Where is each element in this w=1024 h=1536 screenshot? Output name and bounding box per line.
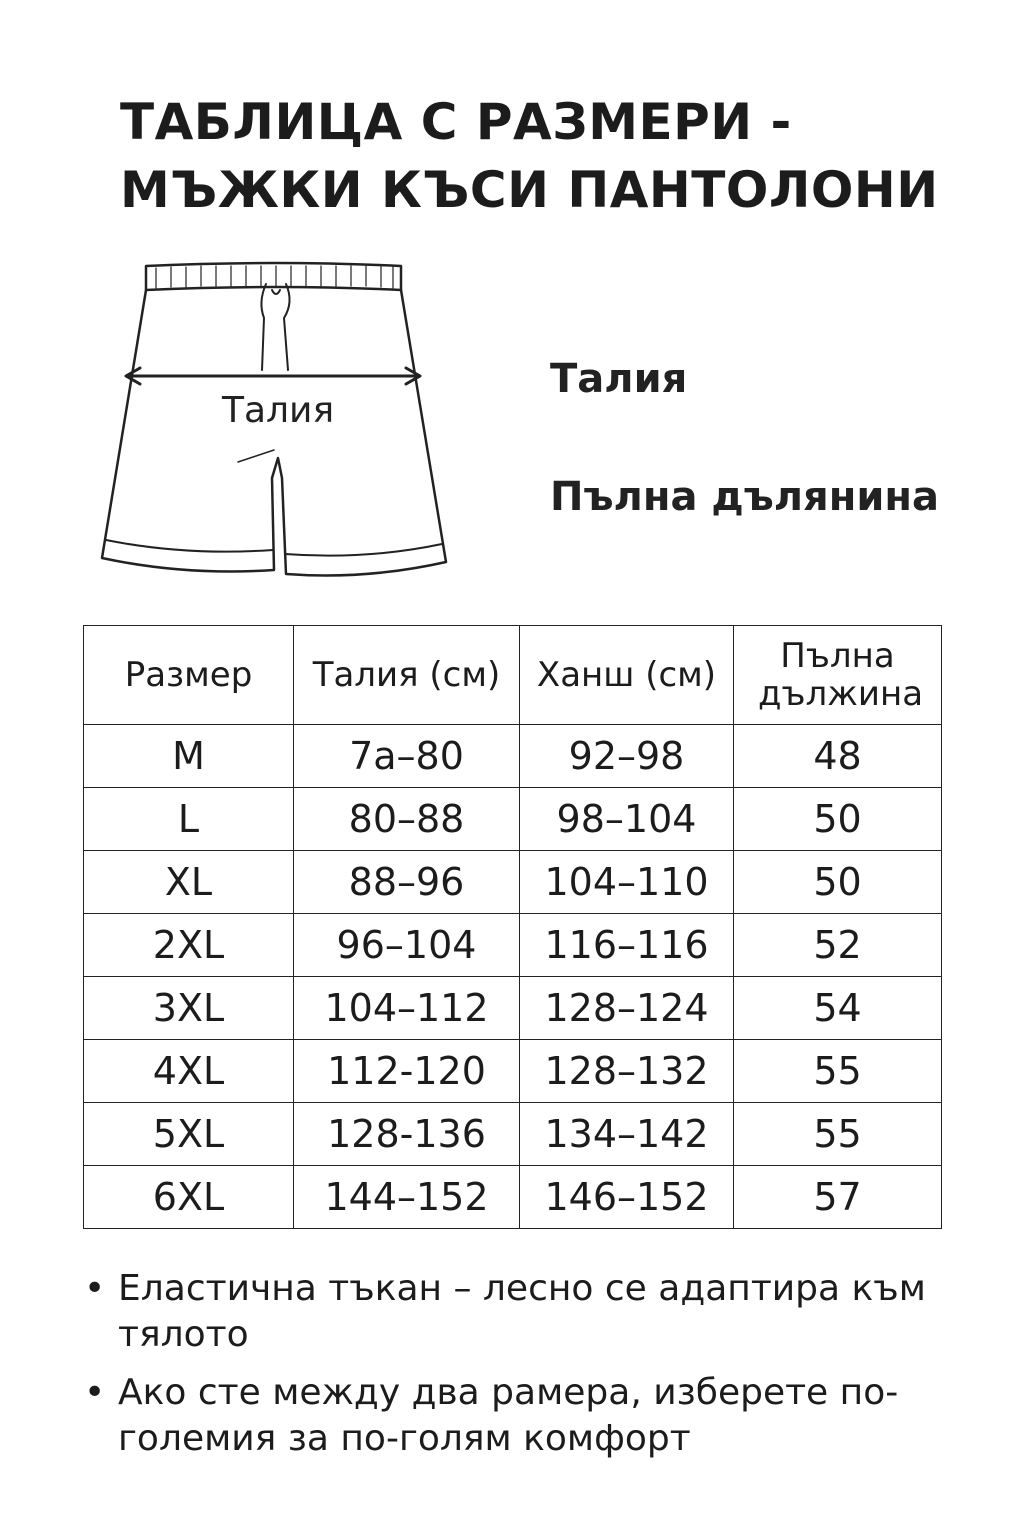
- cell-waist: 104–112: [294, 977, 520, 1040]
- cell-size: 4XL: [84, 1040, 294, 1103]
- cell-length: 55: [734, 1040, 942, 1103]
- note-item: [84, 1370, 964, 1462]
- cell-waist: 128-136: [294, 1103, 520, 1166]
- cell-hips: 134–142: [520, 1103, 734, 1166]
- cell-size: L: [84, 788, 294, 851]
- diagram-waist-label: Талия: [222, 390, 335, 431]
- cell-waist: 144–152: [294, 1166, 520, 1229]
- header-hips: Ханш (см): [520, 626, 734, 725]
- note-text: Еластична тъкан – лесно се адаптира към тялото: [118, 1268, 926, 1355]
- page-title: [120, 88, 1000, 224]
- bullet-icon: •: [84, 1372, 106, 1413]
- cell-hips: 128–124: [520, 977, 734, 1040]
- size-table: [83, 625, 942, 1229]
- cell-length: 55: [734, 1103, 942, 1166]
- cell-length: 48: [734, 725, 942, 788]
- cell-hips: 116–116: [520, 914, 734, 977]
- cell-hips: 92–98: [520, 725, 734, 788]
- title-line-2: МЪЖКИ КЪСИ ПАНТОЛОНИ: [120, 161, 939, 219]
- cell-waist: 7а–80: [294, 725, 520, 788]
- cell-length: 50: [734, 788, 942, 851]
- cell-size: 6XL: [84, 1166, 294, 1229]
- notes-list: [84, 1266, 964, 1474]
- cell-size: M: [84, 725, 294, 788]
- header-size: Размер: [84, 626, 294, 725]
- waistband-outline: [146, 263, 401, 290]
- table-row: [84, 914, 942, 977]
- table-row: [84, 1040, 942, 1103]
- cell-waist: 112-120: [294, 1040, 520, 1103]
- table-row: [84, 977, 942, 1040]
- cell-size: 3XL: [84, 977, 294, 1040]
- cell-length: 50: [734, 851, 942, 914]
- table-row: [84, 1166, 942, 1229]
- cell-waist: 96–104: [294, 914, 520, 977]
- cell-hips: 104–110: [520, 851, 734, 914]
- cell-size: 5XL: [84, 1103, 294, 1166]
- cell-waist: 80–88: [294, 788, 520, 851]
- cell-length: 52: [734, 914, 942, 977]
- note-text: Ако сте между два рамера, изберете по-големия за по-голям комфорт: [118, 1372, 899, 1459]
- cell-hips: 128–132: [520, 1040, 734, 1103]
- cell-hips: 98–104: [520, 788, 734, 851]
- cell-size: 2XL: [84, 914, 294, 977]
- table-row: [84, 788, 942, 851]
- table-row: [84, 851, 942, 914]
- cell-length: 54: [734, 977, 942, 1040]
- shorts-outline: [102, 290, 446, 576]
- title-line-1: ТАБЛИЦА С РАЗМЕРИ -: [120, 93, 792, 151]
- bullet-icon: •: [84, 1268, 106, 1309]
- table-row: [84, 725, 942, 788]
- cell-size: XL: [84, 851, 294, 914]
- cell-waist: 88–96: [294, 851, 520, 914]
- table-header-row: [84, 626, 942, 725]
- cell-length: 57: [734, 1166, 942, 1229]
- table-row: [84, 1103, 942, 1166]
- header-full-length: Пълна дължина: [734, 626, 942, 725]
- header-waist: Талия (см): [294, 626, 520, 725]
- legend-full-length: Пълна дълянина: [550, 474, 940, 520]
- cell-hips: 146–152: [520, 1166, 734, 1229]
- note-item: [84, 1266, 964, 1358]
- legend-waist: Талия: [550, 356, 688, 402]
